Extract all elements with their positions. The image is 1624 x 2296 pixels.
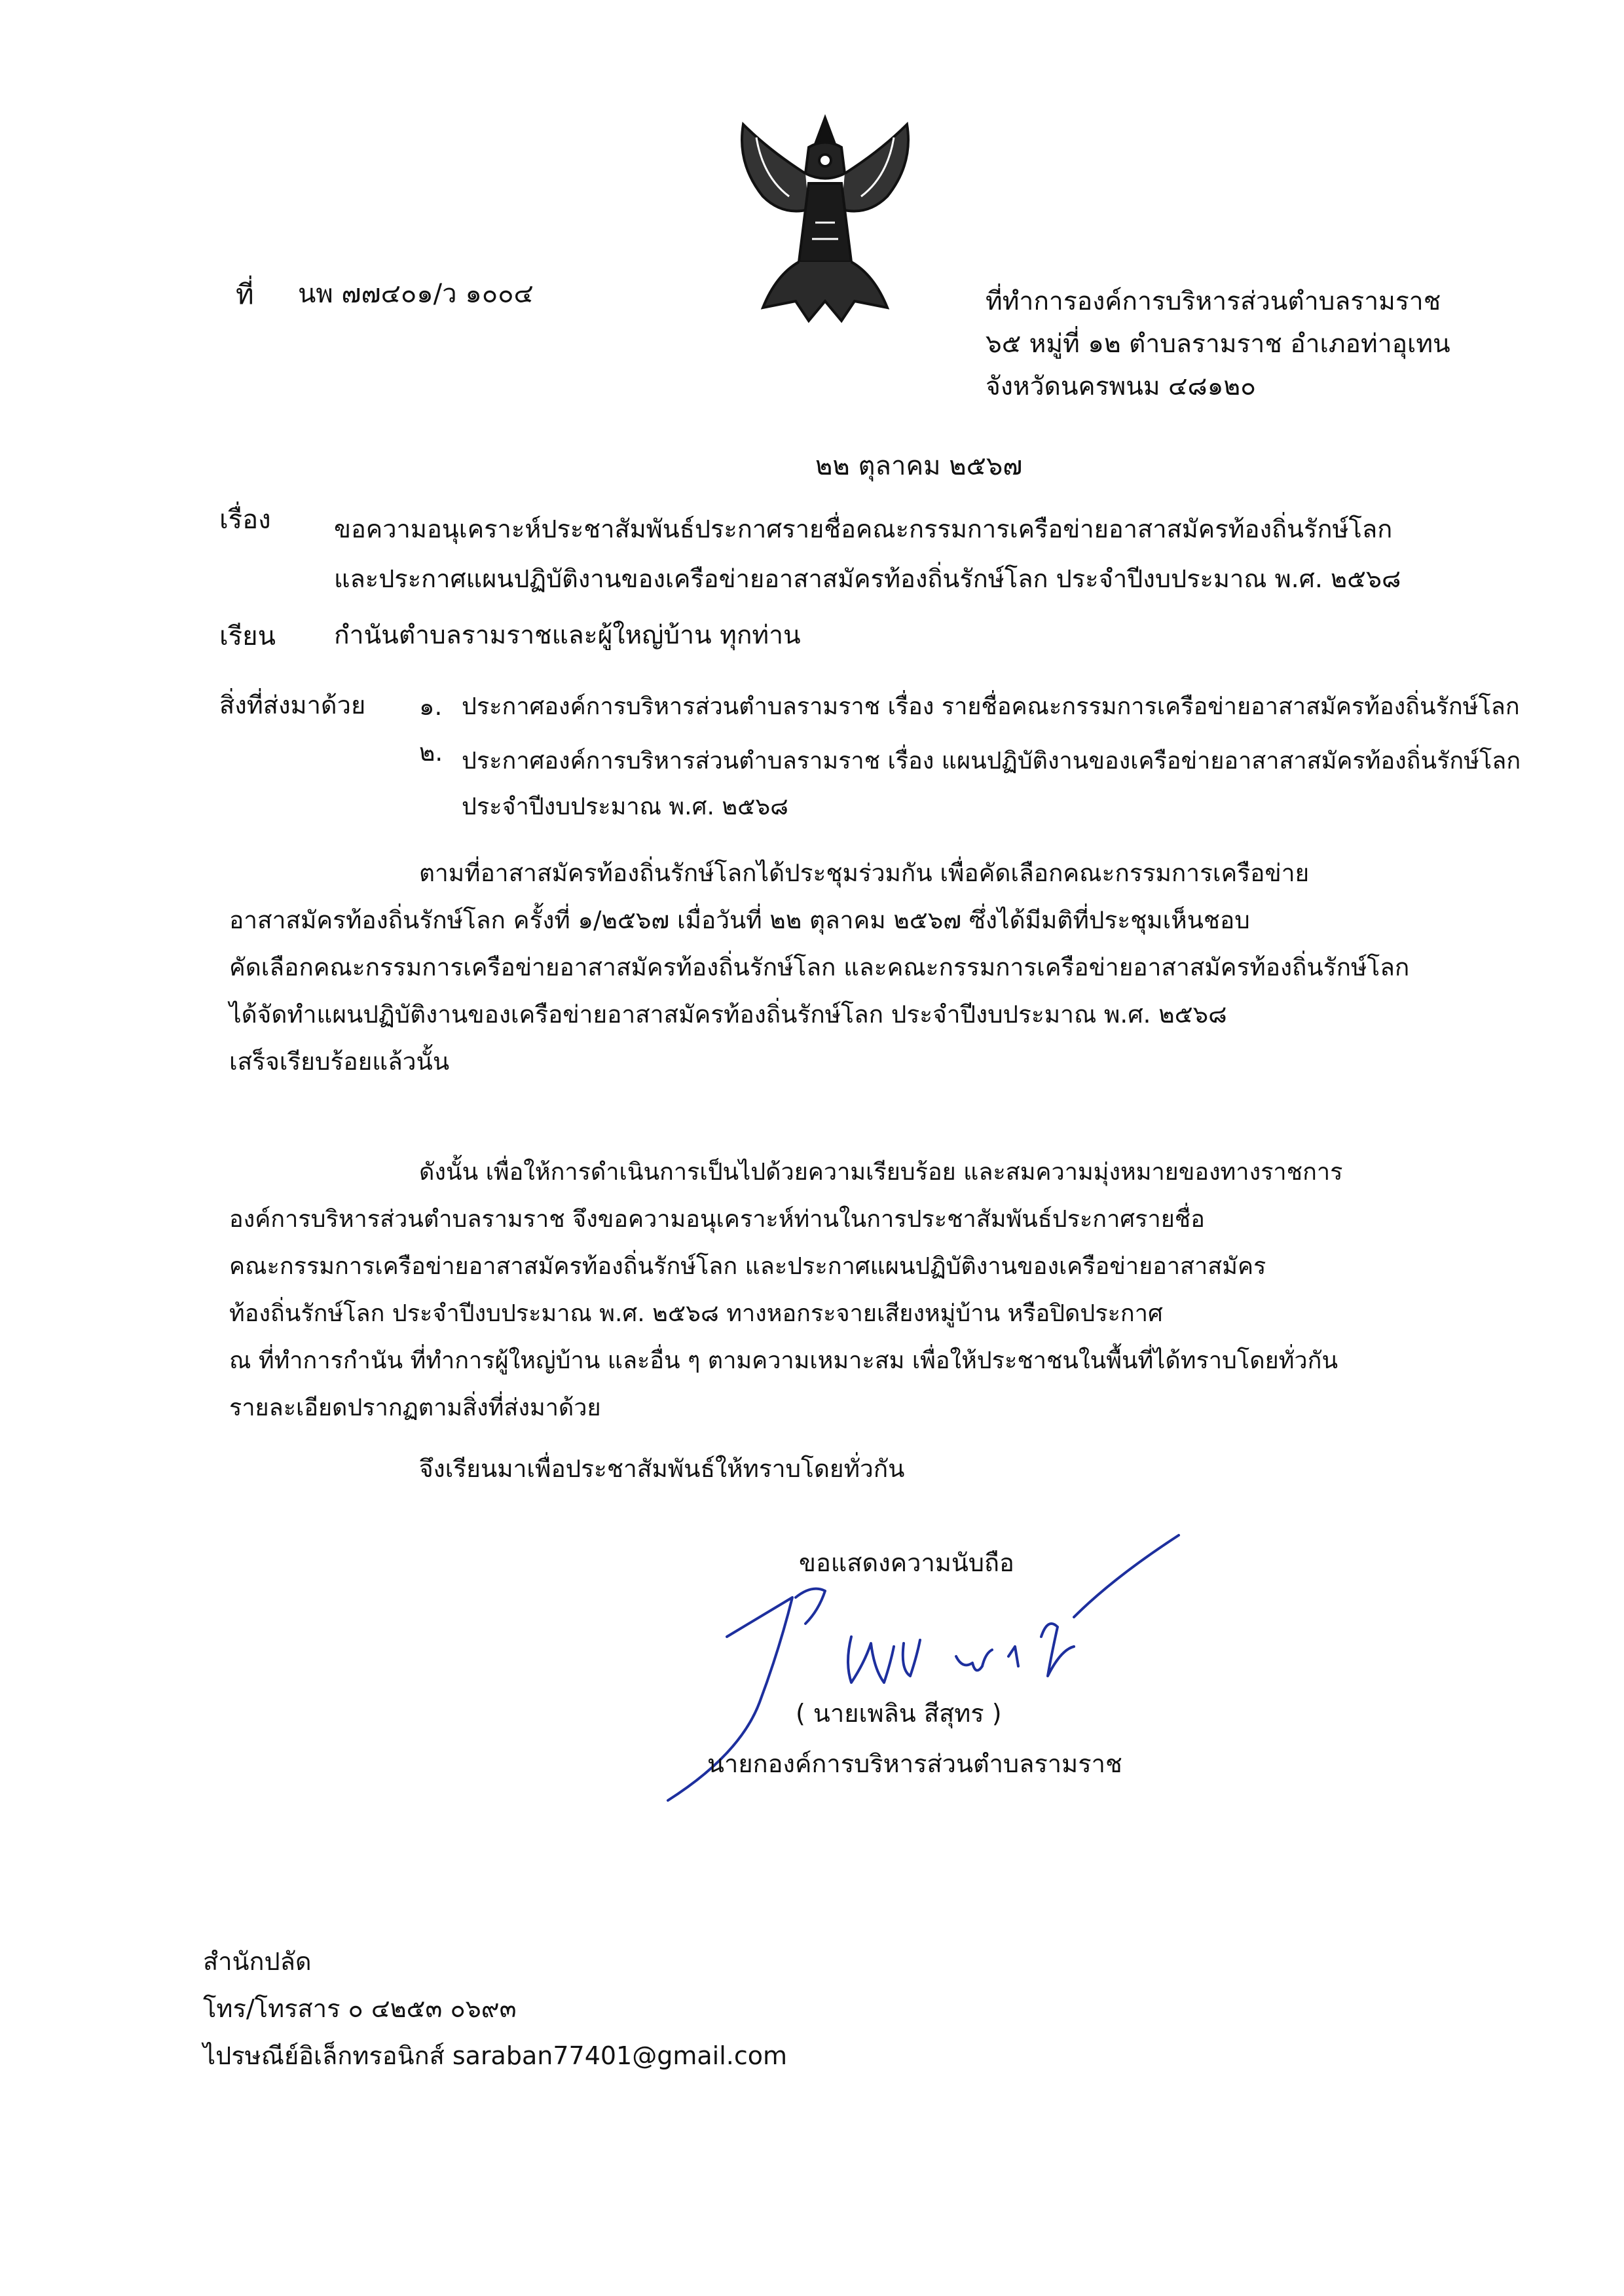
paragraph-line: คณะกรรมการเครือข่ายอาสาสมัครท้องถิ่นรักษ์โลก และประกาศแผนปฏิบัติงานของเครือข่ายอาสาสมัคร xyxy=(229,1253,1266,1280)
recipient-text: กำนันตำบลรามราชและผู้ใหญ่บ้าน ทุกท่าน xyxy=(334,621,801,650)
closing-paragraph: จึงเรียนมาเพื่อประชาสัมพันธ์ให้ทราบโดยทั่วกัน xyxy=(419,1455,905,1483)
reference-number: นพ ๗๗๔๐๑/ว ๑๐๐๔ xyxy=(298,279,534,309)
paragraph-line: ตามที่อาสาสมัครท้องถิ่นรักษ์โลกได้ประชุมร่วมกัน เพื่อคัดเลือกคณะกรรมการเครือข่าย xyxy=(419,859,1310,887)
paragraph-line: รายละเอียดปรากฏตามสิ่งที่ส่งมาด้วย xyxy=(229,1394,601,1421)
office-line: ๖๕ หมู่ที่ ๑๒ ตำบลรามราช อำเภอท่าอุเทน xyxy=(986,329,1450,359)
enclosure-item-line: ประจำปีงบประมาณ พ.ศ. ๒๕๖๘ xyxy=(462,793,788,820)
subject-line: ขอความอนุเคราะห์ประชาสัมพันธ์ประกาศรายชื่อคณะกรรมการเครือข่ายอาสาสมัครท้องถิ่นรักษ์โลก xyxy=(334,515,1393,543)
email-address: ไปรษณีย์อิเล็กทรอนิกส์ saraban77401@gmail.com xyxy=(203,2041,787,2070)
signatory-position: นายกองค์การบริหารส่วนตำบลรามราช xyxy=(707,1749,1122,1778)
recipient-label: เรียน xyxy=(219,621,276,651)
department-name: สำนักปลัด xyxy=(203,1947,312,1976)
office-line: ที่ทำการองค์การบริหารส่วนตำบลรามราช xyxy=(986,287,1441,316)
paragraph-line: คัดเลือกคณะกรรมการเครือข่ายอาสาสมัครท้องถิ่นรักษ์โลก และคณะกรรมการเครือข่ายอาสาสมัครท้องถิ่นรักษ์โลก xyxy=(229,953,1410,981)
letter-date: ๒๒ ตุลาคม ๒๕๖๗ xyxy=(815,451,1023,481)
garuda-emblem xyxy=(717,111,933,337)
enclosure-item: ประกาศองค์การบริหารส่วนตำบลรามราช เรื่อง รายชื่อคณะกรรมการเครือข่ายอาสาสมัครท้องถิ่นรักษ์โลก xyxy=(462,693,1520,720)
paragraph-line: ดังนั้น เพื่อให้การดำเนินการเป็นไปด้วยความเรียบร้อย และสมความมุ่งหมายของทางราชการ xyxy=(419,1159,1343,1186)
paragraph-line: ได้จัดทำแผนปฏิบัติงานของเครือข่ายอาสาสมัครท้องถิ่นรักษ์โลก ประจำปีงบประมาณ พ.ศ. ๒๕๖๘ xyxy=(229,1000,1227,1029)
body-paragraph-1 xyxy=(229,850,1409,1085)
enclosure-number: ๒. xyxy=(419,738,443,767)
enclosure-number: ๑. xyxy=(419,693,443,721)
enclosure-item-line: ประกาศองค์การบริหารส่วนตำบลรามราช เรื่อง แผนปฏิบัติงานของเครือข่ายอาสาสาสมัครท้องถิ่นรักษ์โลก xyxy=(462,748,1521,774)
reference-label: ที่ xyxy=(236,278,254,310)
subject-line: และประกาศแผนปฏิบัติงานของเครือข่ายอาสาสมัครท้องถิ่นรักษ์โลก ประจำปีงบประมาณ พ.ศ. ๒๕๖๘ xyxy=(334,564,1401,593)
enclosure-item xyxy=(462,738,1521,830)
phone-fax: โทร/โทรสาร ๐ ๔๒๕๓ ๐๖๙๓ xyxy=(203,1994,517,2023)
body-paragraph-2 xyxy=(229,1149,1342,1432)
salutation: ขอแสดงความนับถือ xyxy=(799,1548,1014,1577)
footer-contact xyxy=(203,1938,787,2079)
office-address xyxy=(986,280,1450,408)
enclosures-label: สิ่งที่ส่งมาด้วย xyxy=(219,691,366,720)
paragraph-line: ณ ที่ทำการกำนัน ที่ทำการผู้ใหญ่บ้าน และอื่น ๆ ตามความเหมาะสม เพื่อให้ประชาชนในพื้นที่ได้ทราบโดยทั่วกัน xyxy=(229,1347,1338,1374)
signatory-name: ( นายเพลิน สีสุทร ) xyxy=(796,1699,1002,1728)
paragraph-line: เสร็จเรียบร้อยแล้วนั้น xyxy=(229,1048,450,1076)
subject-text xyxy=(334,504,1401,604)
paragraph-line: ท้องถิ่นรักษ์โลก ประจำปีงบประมาณ พ.ศ. ๒๕๖๘ ทางหอกระจายเสียงหมู่บ้าน หรือปิดประกาศ xyxy=(229,1300,1163,1327)
paragraph-line: อาสาสมัครท้องถิ่นรักษ์โลก ครั้งที่ ๑/๒๕๖๗ เมื่อวันที่ ๒๒ ตุลาคม ๒๕๖๗ ซึ่งได้มีมติที่ประชุมเห็นชอบ xyxy=(229,906,1250,934)
office-line: จังหวัดนครพนม ๔๘๑๒๐ xyxy=(986,372,1256,401)
paragraph-line: องค์การบริหารส่วนตำบลรามราช จึงขอความอนุเคราะห์ท่านในการประชาสัมพันธ์ประกาศรายชื่อ xyxy=(229,1206,1205,1233)
subject-label: เรื่อง xyxy=(219,505,271,535)
